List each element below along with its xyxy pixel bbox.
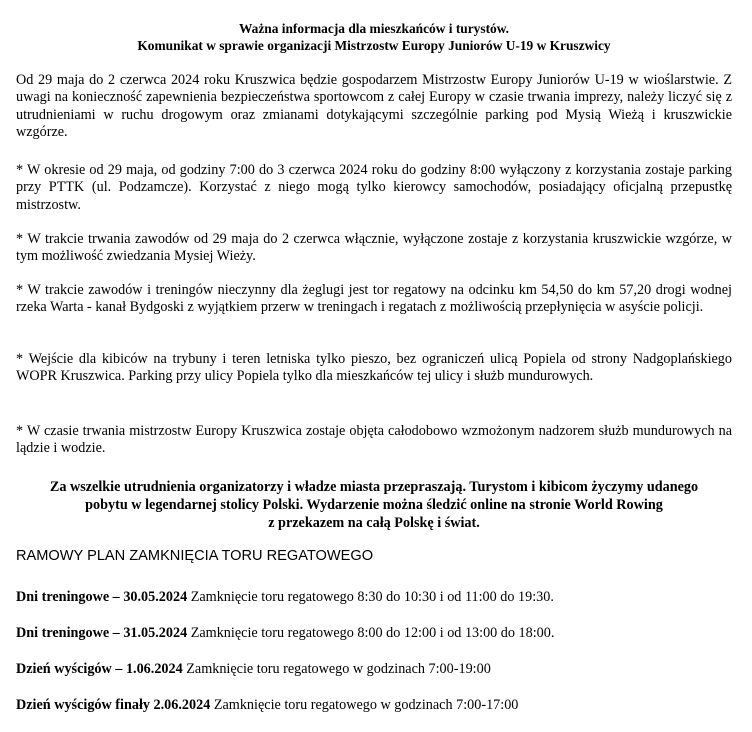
bullet-wzgorze: * W trakcie trwania zawodów od 29 maja do 2 czerwca włącznie, wyłączone zostaje z korzystania kruszwickie wzgórze, w tym możliwość zwiedzania Mysiej Wieży. — [16, 231, 732, 265]
plan-row-text: Zamknięcie toru regatowego w godzinach 7:00-17:00 — [210, 697, 519, 713]
title-line-2: Komunikat w sprawie organizacji Mistrzostw Europy Juniorów U-19 w Kruszwicy — [137, 38, 611, 53]
plan-row-text: Zamknięcie toru regatowego 8:00 do 12:00 i od 13:00 do 18:00. — [187, 625, 555, 641]
closing-line-1: Za wszelkie utrudnienia organizatorzy i władze miasta przepraszają. Turystom i kibicom życzymy udanego — [49, 479, 699, 495]
document-title — [16, 20, 732, 54]
document-page — [16, 0, 732, 713]
plan-heading: RAMOWY PLAN ZAMKNIĘCIA TORU REGATOWEGO — [16, 548, 374, 564]
bullet-kibice: * Wejście dla kibiców na trybuny i teren letniska tylko pieszo, bez ograniczeń ulicą Popiela od strony Nadgoplańskiego WOPR Kruszwica. Parking przy ulicy Popiela tylko dla mieszkańców tej ulicy i służb mundurowych. — [16, 351, 732, 385]
closing-line-3: z przekazem na całą Polskę i świat. — [268, 515, 480, 531]
closing-statement — [16, 478, 732, 532]
plan-row-02-06 — [16, 695, 518, 715]
bullet-nadzor: * W czasie trwania mistrzostw Europy Kruszwica zostaje objęta całodobowo wzmożonym nadzorem służb mundurowych na lądzie i wodzie. — [16, 423, 732, 457]
bullet-tor-regatowy: * W trakcie zawodów i treningów nieczynny dla żeglugi jest tor regatowy na odcinku km 54,50 do km 57,20 drogi wodnej rzeka Warta - kanał Bydgoski z wyjątkiem przerw w treningach i regatach z możliwością przepłynięcia w asyście policji. — [16, 282, 732, 316]
title-line-1: Ważna informacja dla mieszkańców i turystów. — [238, 21, 510, 36]
plan-row-label: Dzień wyścigów finały 2.06.2024 — [16, 697, 211, 713]
plan-row-01-06 — [16, 659, 491, 679]
closing-line-2: pobytu w legendarnej stolicy Polski. Wydarzenie można śledzić online na stronie World Rowing — [85, 497, 663, 513]
plan-row-label: Dni treningowe – 30.05.2024 — [16, 589, 188, 605]
bullet-parking-pttk: * W okresie od 29 maja, od godziny 7:00 do 3 czerwca 2024 roku do godziny 8:00 wyłączony z korzystania zostaje parking przy PTTK (ul. Podzamcze). Korzystać z niego mogą tylko kierowcy samochodów, posiadający oficjalną przepustkę mistrzostw. — [16, 162, 732, 213]
intro-paragraph: Od 29 maja do 2 czerwca 2024 roku Kruszwica będzie gospodarzem Mistrzostw Europy Juniorów U-19 w wioślarstwie. Z uwagi na konieczność zapewnienia bezpieczeństwa sportowcom z całej Europy w czasie trwania imprezy, należy liczyć się z utrudnieniami w ruchu drogowym oraz zmianami dotykającymi szczególnie parking pod Mysią Wieżą i kruszwickie wzgórze. — [16, 72, 732, 141]
plan-row-label: Dzień wyścigów – 1.06.2024 — [16, 661, 183, 677]
plan-row-text: Zamknięcie toru regatowego 8:30 do 10:30 i od 11:00 do 19:30. — [187, 589, 554, 605]
plan-row-label: Dni treningowe – 31.05.2024 — [16, 625, 188, 641]
plan-row-text: Zamknięcie toru regatowego w godzinach 7:00-19:00 — [182, 661, 491, 677]
plan-row-30-05 — [16, 587, 554, 607]
plan-row-31-05 — [16, 623, 554, 643]
